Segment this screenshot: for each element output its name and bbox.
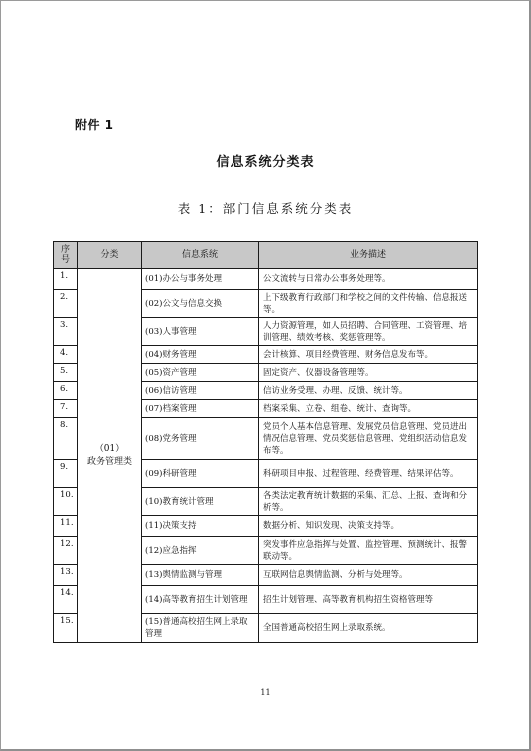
business-description: 公文流转与日常办公事务处理等。: [259, 269, 478, 290]
business-description: 科研项目申报、过程管理、经费管理、结果评估等。: [259, 460, 478, 488]
row-number: 12.: [54, 537, 78, 565]
row-number: 4.: [54, 346, 78, 364]
table-row: [54, 269, 478, 290]
category-name: 政务管理类: [86, 456, 132, 467]
business-description: 突发事件应急指挥与处置、监控管理、预测统计、报警联动等。: [259, 537, 478, 565]
row-number: 2.: [54, 290, 78, 318]
row-number: 11.: [54, 516, 78, 537]
system-name: (08)党务管理: [142, 418, 259, 460]
business-description: 全国普通高校招生网上录取系统。: [259, 614, 478, 643]
category-cell: [78, 269, 142, 643]
system-name: (11)决策支持: [142, 516, 259, 537]
business-description: 上下级教育行政部门和学校之间的文件传输、信息报送等。: [259, 290, 478, 318]
system-name: (06)信访管理: [142, 382, 259, 400]
row-number: 8.: [54, 418, 78, 460]
system-classification-table: [53, 241, 478, 643]
page-number: 11: [260, 688, 271, 697]
business-description: 招生计划管理、高等教育机构招生资格管理等: [259, 586, 478, 614]
system-name: (07)档案管理: [142, 400, 259, 418]
business-description: 信访业务受理、办理、反馈、统计等。: [259, 382, 478, 400]
system-name: (04)财务管理: [142, 346, 259, 364]
system-name: (01)办公与事务处理: [142, 269, 259, 290]
row-number: 1.: [54, 269, 78, 290]
row-number: 5.: [54, 364, 78, 382]
row-number: 15.: [54, 614, 78, 643]
attachment-label: 附件 1: [75, 118, 114, 132]
system-name: (09)科研管理: [142, 460, 259, 488]
table-header-row: [54, 242, 478, 269]
table-caption: 表 1：部门信息系统分类表: [177, 201, 354, 216]
row-number: 7.: [54, 400, 78, 418]
header-number: [54, 242, 78, 269]
business-description: 人力资源管理，如人员招聘、合同管理、工资管理、培训管理、绩效考核、奖惩管理等。: [259, 318, 478, 346]
system-name: (15)普通高校招生网上录取管理: [142, 614, 259, 643]
system-name: (10)教育统计管理: [142, 488, 259, 516]
header-number-line1: 序: [60, 245, 70, 255]
header-description: 业务描述: [259, 242, 478, 269]
header-number-line2: 号: [60, 255, 70, 265]
system-name: (05)资产管理: [142, 364, 259, 382]
header-category: 分类: [78, 242, 142, 269]
row-number: 14.: [54, 586, 78, 614]
header-system: 信息系统: [142, 242, 259, 269]
row-number: 10.: [54, 488, 78, 516]
row-number: 3.: [54, 318, 78, 346]
system-name: (13)舆情监测与管理: [142, 565, 259, 586]
system-name: (02)公文与信息交换: [142, 290, 259, 318]
system-name: (03)人事管理: [142, 318, 259, 346]
system-name: (12)应急指挥: [142, 537, 259, 565]
business-description: 会计核算、项目经费管理、财务信息发布等。: [259, 346, 478, 364]
row-number: 6.: [54, 382, 78, 400]
business-description: 数据分析、知识发现、决策支持等。: [259, 516, 478, 537]
system-name: (14)高等教育招生计划管理: [142, 586, 259, 614]
business-description: 互联网信息舆情监测、分析与处理等。: [259, 565, 478, 586]
business-description: 各类法定教育统计数据的采集、汇总、上报、查询和分析等。: [259, 488, 478, 516]
document-title: 信息系统分类表: [216, 155, 315, 170]
business-description: 党员个人基本信息管理、发展党员信息管理、党员进出情况信息管理、党员奖惩信息管理、党组织活动信息发布等。: [259, 418, 478, 460]
category-code: （01）: [94, 443, 125, 454]
row-number: 13.: [54, 565, 78, 586]
business-description: 固定资产、仪器设备管理等。: [259, 364, 478, 382]
row-number: 9.: [54, 460, 78, 488]
business-description: 档案采集、立卷、组卷、统计、查询等。: [259, 400, 478, 418]
